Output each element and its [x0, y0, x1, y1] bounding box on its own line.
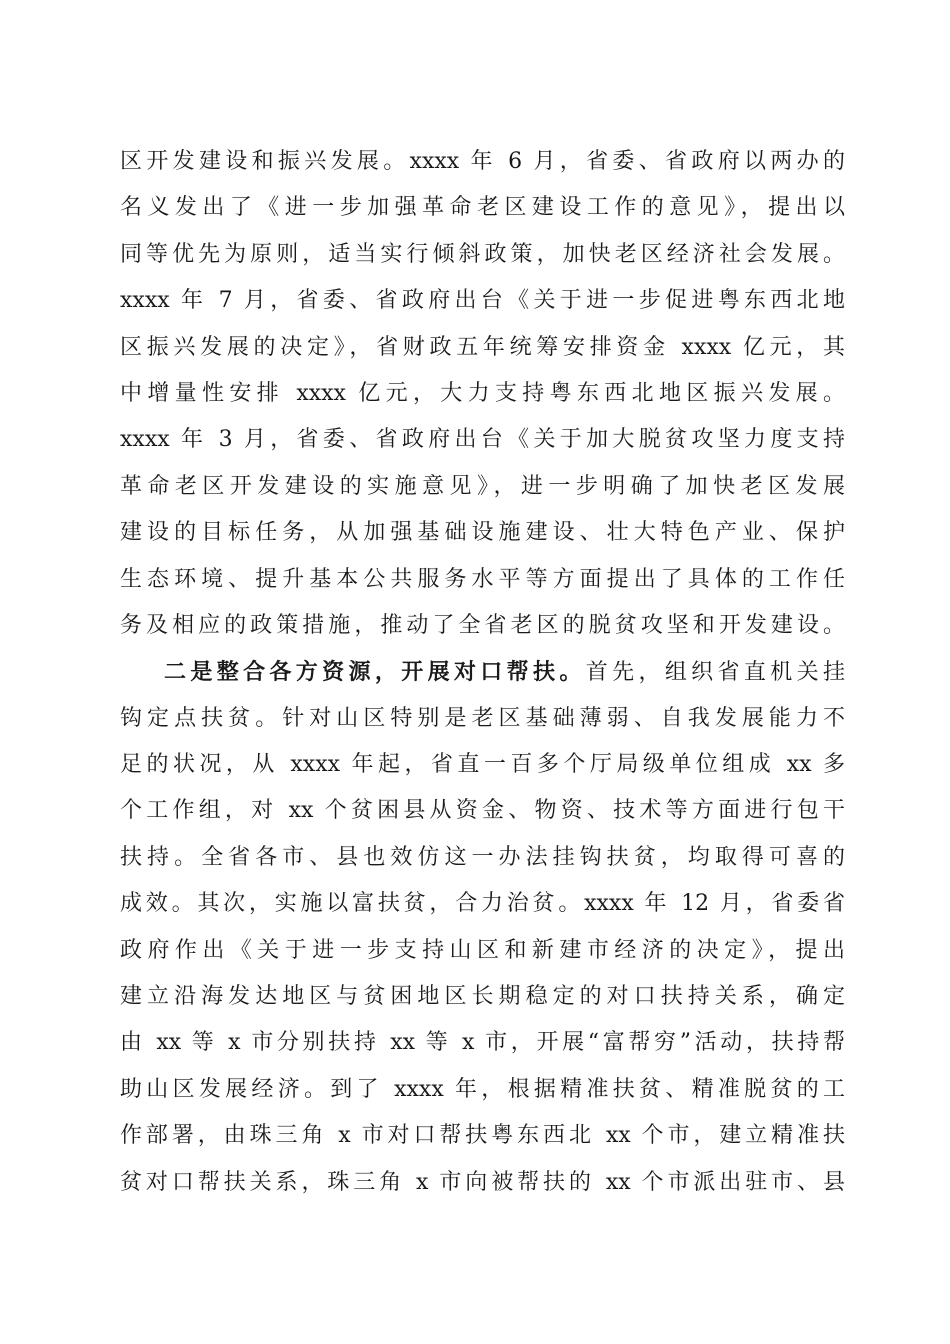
- text-line: 革命老区开发建设的实施意见》，进一步明确了加快老区发展: [120, 473, 845, 499]
- text-line: 区开发建设和振兴发展。xxxx 年 6 月，省委、省政府以两办的: [120, 149, 845, 174]
- first-line-text: 首先，组织省直机关挂: [585, 660, 845, 686]
- text-line: 同等优先为原则，适当实行倾斜政策，加快老区经济社会发展。: [120, 241, 845, 267]
- text-line: 由 xx 等 x 市分别扶持 xx 等 x 市，开展“富帮穷”活动，扶持帮: [120, 1030, 845, 1056]
- text-line: xxxx 年 7 月，省委、省政府出台《关于进一步促进粤东西北地: [120, 288, 845, 314]
- text-line: xxxx 年 3 月，省委、省政府出台《关于加大脱贫攻坚力度支持: [120, 427, 845, 453]
- text-line: 建设的目标任务，从加强基础设施建设、壮大特色产业、保护: [120, 520, 845, 546]
- text-line: 成效。其次，实施以富扶贫，合力治贫。xxxx 年 12 月，省委省: [120, 891, 845, 917]
- paragraph-2-first-line: [120, 649, 845, 695]
- text-line: 钩定点扶贫。针对山区特别是老区基础薄弱、自我发展能力不: [120, 705, 845, 731]
- paragraph-2: [120, 649, 845, 1206]
- text-line: 贫对口帮扶关系，珠三角 x 市向被帮扶的 xx 个市派出驻市、县: [120, 1169, 845, 1195]
- text-line: 扶持。全省各市、县也效仿这一办法挂钩扶贫，均取得可喜的: [120, 844, 845, 870]
- text-line: 名义发出了《进一步加强革命老区建设工作的意见》，提出以: [120, 195, 845, 221]
- text-line: 政府作出《关于进一步支持山区和新建市经济的决定》，提出: [120, 937, 845, 963]
- text-line: 区振兴发展的决定》，省财政五年统筹安排资金 xxxx 亿元，其: [120, 334, 845, 360]
- text-line: 个工作组，对 xx 个贫困县从资金、物资、技术等方面进行包干: [120, 798, 845, 824]
- text-line: 生态环境、提升基本公共服务水平等方面提出了具体的工作任: [120, 566, 845, 592]
- paragraph-1: [120, 139, 845, 649]
- text-line: 务及相应的政策措施，推动了全省老区的脱贫攻坚和开发建设。: [120, 612, 845, 638]
- text-line: 足的状况，从 xxxx 年起，省直一百多个厅局级单位组成 xx 多: [120, 752, 845, 778]
- text-line: 中增量性安排 xxxx 亿元，大力支持粤东西北地区振兴发展。: [120, 380, 845, 406]
- paragraph-lead-heading: 二是整合各方资源，开展对口帮扶。: [164, 659, 586, 686]
- body-text: [120, 139, 845, 1206]
- text-line: 助山区发展经济。到了 xxxx 年，根据精准扶贫、精准脱贫的工: [120, 1076, 845, 1102]
- text-line: 建立沿海发达地区与贫困地区长期稳定的对口扶持关系，确定: [120, 984, 845, 1010]
- text-line: 作部署，由珠三角 x 市对口帮扶粤东西北 xx 个市，建立精准扶: [120, 1123, 845, 1149]
